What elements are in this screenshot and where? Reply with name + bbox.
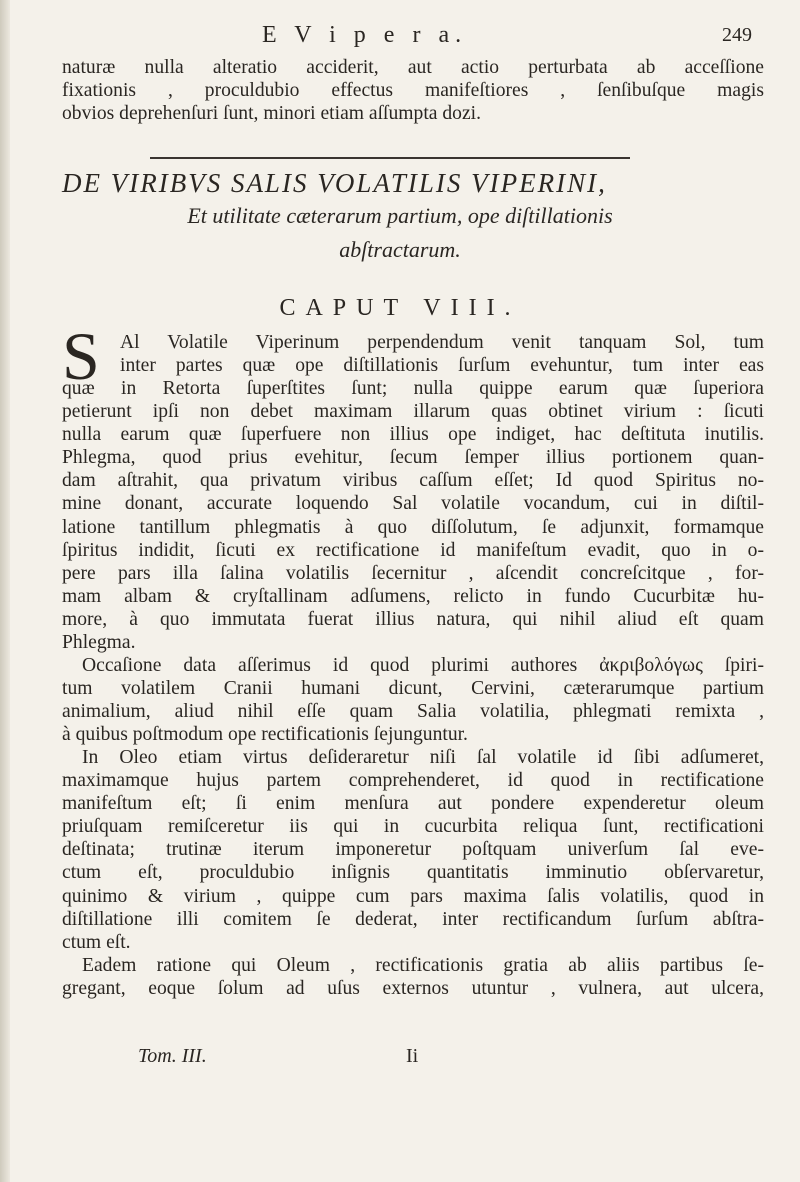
paragraph-3 bbox=[62, 746, 764, 954]
top-paragraph bbox=[62, 56, 764, 125]
text-line: ctum eſt. bbox=[62, 931, 131, 953]
text-line: latione tantillum phlegmatis à quo diſſolutum, ſe adjunxit, formamque bbox=[62, 516, 764, 538]
signature-mark: Ii bbox=[406, 1045, 419, 1067]
section-subtitle-line-2: abſtractarum. bbox=[339, 237, 461, 262]
text-line: In Oleo etiam virtus deſideraretur niſi ſal volatile id ſibi adſumeret, bbox=[82, 747, 764, 768]
text-line: dam aſtrahit, qua privatum viribus caſſum eſſet; Id quod Spiritus no- bbox=[62, 470, 764, 492]
text-line: Occaſione data aſſerimus id quod plurimi authores ἀκριβολόγως ſpiri- bbox=[82, 655, 764, 676]
text-line: quinimo & virium , quippe cum pars maxima ſalis volatilis, quod in bbox=[62, 885, 764, 907]
text-line: deſtinata; trutinæ iterum imponeretur poſtquam univerſum ſal eve- bbox=[62, 839, 764, 861]
text-line: diſtillatione illi comitem ſe dederat, inter rectificandum ſurſum abſtra- bbox=[62, 908, 764, 930]
paragraph-4 bbox=[62, 954, 764, 1000]
running-head: E V i p e r a. bbox=[262, 22, 468, 48]
page-header bbox=[62, 22, 762, 52]
section-title: DE VIRIBVS SALIS VOLATILIS VIPERINI, bbox=[62, 168, 607, 198]
text-line: mine donant, accurate loquendo Sal volatile vocandum, cui in diſtil- bbox=[62, 493, 764, 515]
text-line: mam albam & cryſtallinam adſumens, relicto in fundo Cucurbitæ hu- bbox=[62, 585, 764, 607]
page-number: 249 bbox=[722, 24, 752, 46]
text-line: ctum eſt, proculdubio inſignis quantitatis imminutio obſervaretur, bbox=[62, 862, 764, 884]
text-line: petierunt ipſi non debet maximam illarum quas obtinet virium : ſicuti bbox=[62, 401, 764, 423]
text-line: ſpiritus indidit, ſicuti ex rectificatione id manifeſtum evadit, quo in o- bbox=[62, 539, 764, 561]
text-line: naturæ nulla alteratio acciderit, aut actio perturbata ab acceſſione bbox=[62, 57, 764, 78]
paragraph-2 bbox=[62, 654, 764, 746]
section-subtitle-line-1: Et utilitate cæterarum partium, ope diſtillationis bbox=[187, 203, 613, 228]
text-line: more, à quo immutata fuerat illius natura, qui nihil aliud eſt quam bbox=[62, 608, 764, 630]
text-line: tum volatilem Cranii humani dicunt, Cervini, cæterarumque partium bbox=[62, 678, 764, 700]
drop-cap: S bbox=[62, 318, 100, 394]
text-line: inter partes quæ ope diſtillationis ſurſum evehuntur, tum inter eas bbox=[120, 355, 764, 377]
text-line: gregant, eoque ſolum ad uſus externos utuntur , vulnera, aut ulcera, bbox=[62, 978, 764, 1000]
text-line: nulla earum quæ ſuperfuere non illius ope indiget, hac deſtituta inutilis. bbox=[62, 424, 764, 446]
opening-lines bbox=[120, 331, 764, 377]
text-line: quæ in Retorta ſuperſtites ſunt; nulla quippe earum quæ ſuperiora bbox=[62, 378, 764, 399]
text-line: animalium, aliud nihil eſſe quam Salia volatilia, phlegmati remixta , bbox=[62, 701, 764, 723]
text-line: fixationis , proculdubio effectus manifeſtiores , ſenſibuſque magis bbox=[62, 80, 764, 102]
page-spine-shadow bbox=[0, 0, 10, 1182]
text-line: priuſquam remiſceretur iis qui in cucurbita reliqua ſunt, rectificationi bbox=[62, 816, 764, 838]
text-line: Eadem ratione qui Oleum , rectificationis gratia ab aliis partibus ſe- bbox=[82, 955, 764, 976]
text-line: maximamque hujus partem comprehenderet, id quod in rectificatione bbox=[62, 770, 764, 792]
text-line: Al Volatile Viperinum perpendendum venit tanquam Sol, tum bbox=[120, 332, 764, 353]
text-line: manifeſtum eſt; ſi enim menſura aut pondere expenderetur oleum bbox=[62, 793, 764, 815]
text-line: Phlegma. bbox=[62, 632, 136, 654]
text-line: pere pars illa ſalina volatilis ſecernitur , aſcendit concreſcitque , for- bbox=[62, 562, 764, 584]
volume-mark: Tom. III. bbox=[138, 1045, 207, 1067]
chapter-heading: CAPUT VIII. bbox=[279, 295, 521, 321]
section-divider bbox=[150, 157, 630, 159]
paragraph-1 bbox=[62, 377, 764, 654]
text-line: Phlegma, quod prius evehitur, ſecum ſemper illius portionem quan- bbox=[62, 447, 764, 469]
text-line: obvios deprehenſuri ſunt, minori etiam aſſumpta dozi. bbox=[62, 103, 481, 125]
text-line: à quibus poſtmodum ope rectificationis ſejunguntur. bbox=[62, 724, 468, 746]
page-footer bbox=[62, 1045, 764, 1075]
